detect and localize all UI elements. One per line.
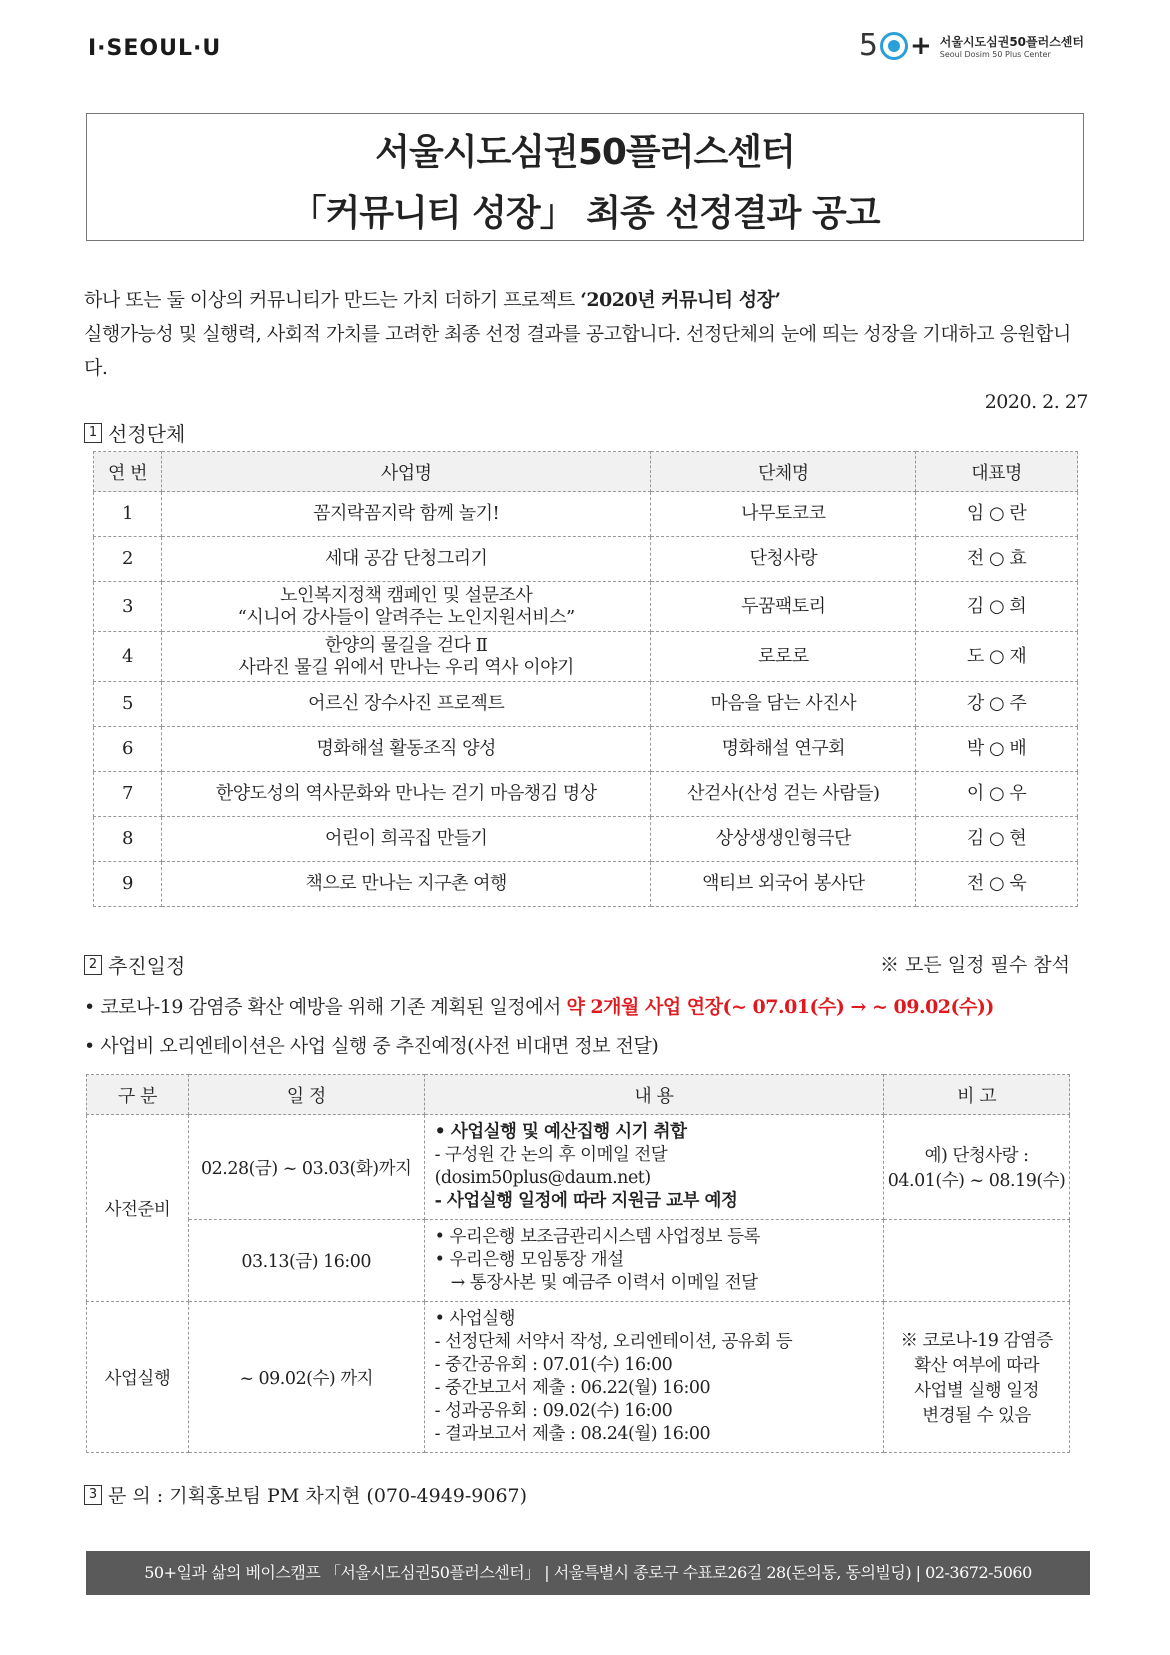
row-project: 한양도성의 역사문화와 만나는 걷기 마음챙김 명상 (162, 772, 651, 817)
header-no: 연 번 (94, 452, 162, 492)
exec-remark-line2: 확산 여부에 따라 (914, 1356, 1040, 1376)
header-schedule: 일 정 (188, 1075, 424, 1115)
row-project: 명화해설 활동조직 양성 (162, 727, 651, 772)
announcement-date: 2020. 2. 27 (984, 391, 1088, 413)
prep-content-2 (424, 1220, 884, 1302)
row-group: 마음을 담는 사진사 (651, 682, 916, 727)
prep-date-1: 02.28(금) ~ 03.03(화)까지 (188, 1115, 424, 1220)
row-group: 단청사랑 (651, 537, 916, 582)
row-rep: 강 ○ 주 (916, 682, 1078, 727)
center-logo (859, 28, 1084, 63)
section2-number: 2 (84, 955, 102, 975)
seoul-logo (88, 36, 221, 61)
row-project (162, 632, 651, 682)
prep-content-1 (424, 1115, 884, 1220)
row-group: 명화해설 연구회 (651, 727, 916, 772)
row-rep: 전 ○ 욱 (916, 862, 1078, 907)
row-group: 로로로 (651, 632, 916, 682)
row-rep: 전 ○ 효 (916, 537, 1078, 582)
bullet1-extension: 약 2개월 사업 연장(~ 07.01(수) → ~ 09.02(수)) (566, 996, 994, 1018)
title-line2: 「커뮤니티 성장」 최종 선정결과 공고 (290, 193, 880, 234)
prep-remark-2 (884, 1220, 1070, 1302)
prep1-line3: - 사업실행 일정에 따라 지원금 교부 예정 (434, 1191, 738, 1211)
section1-number: 1 (84, 423, 102, 443)
header-group: 단체명 (651, 452, 916, 492)
row-rep: 이 ○ 우 (916, 772, 1078, 817)
row-project: 책으로 만나는 지구촌 여행 (162, 862, 651, 907)
section2-title: 추진일정 (108, 954, 186, 978)
row-rep: 김 ○ 현 (916, 817, 1078, 862)
title-line1: 서울시도심권50플러스센터 (375, 132, 795, 173)
section1-heading (84, 418, 185, 447)
section1-title: 선정단체 (108, 422, 186, 446)
table-row (94, 772, 1078, 817)
row-rep: 김 ○ 희 (916, 582, 1078, 632)
table-header-row (94, 452, 1078, 492)
exec-remark-line1: ※ 코로나-19 감염증 (900, 1331, 1053, 1351)
exec-remark (884, 1302, 1070, 1453)
schedule-table (86, 1074, 1070, 1453)
intro-line2: 실행가능성 및 실행력, 사회적 가치를 고려한 최종 선정 결과를 공고합니다. 선정단체의 눈에 띄는 성장을 기대하고 응원합니다. (84, 323, 1071, 379)
prep1-line1: • 사업실행 및 예산집행 시기 취합 (434, 1122, 687, 1142)
contact-text: 문 의 : 기획홍보팀 PM 차지현 (070-4949-9067) (108, 1485, 528, 1507)
row-group: 액티브 외국어 봉사단 (651, 862, 916, 907)
exec-line1: • 사업실행 (434, 1309, 516, 1329)
prep1-remark-line1: 예) 단청사랑 : (924, 1146, 1029, 1166)
exec-line2: - 선정단체 서약서 작성, 오리엔테이션, 공유회 등 (434, 1332, 793, 1352)
row-project-line2: “시니어 강사들이 알려주는 노인지원서비스” (237, 606, 575, 628)
row-project: 어르신 장수사진 프로젝트 (162, 682, 651, 727)
title-box (86, 113, 1084, 241)
prep1-remark-line2: 04.01(수) ~ 08.19(수) (887, 1171, 1066, 1191)
header-content: 내 용 (424, 1075, 884, 1115)
row-no: 7 (94, 772, 162, 817)
prep1-line2: - 구성원 간 논의 후 이메일 전달(dosim50plus@daum.net) (434, 1145, 668, 1188)
row-no: 2 (94, 537, 162, 582)
intro-paragraph (84, 283, 1088, 419)
row-no: 9 (94, 862, 162, 907)
center-name-ko: 서울시도심권50플러스센터 (939, 34, 1084, 49)
table-row (94, 492, 1078, 537)
row-rep: 임 ○ 란 (916, 492, 1078, 537)
bullet1-text: • 코로나-19 감염증 확산 예방을 위해 기존 계획된 일정에서 (84, 996, 567, 1018)
table-row (87, 1302, 1070, 1453)
table-row (94, 582, 1078, 632)
row-no: 8 (94, 817, 162, 862)
exec-line5: - 성과공유회 : 09.02(수) 16:00 (434, 1401, 673, 1421)
table-header-row (87, 1075, 1070, 1115)
header-rep: 대표명 (916, 452, 1078, 492)
schedule-bullet-1 (84, 992, 994, 1019)
intro-line1-text: 하나 또는 둘 이상의 커뮤니티가 만드는 가치 더하기 프로젝트 (84, 289, 581, 311)
row-project-line1: 한양의 물길을 걷다 Ⅱ (324, 634, 488, 656)
prep2-line3: → 통장사본 및 예금주 이력서 이메일 전달 (450, 1273, 758, 1293)
exec-content (424, 1302, 884, 1453)
section2-heading (84, 950, 185, 979)
header-remark: 비 고 (884, 1075, 1070, 1115)
table-row (94, 727, 1078, 772)
table-row (87, 1220, 1070, 1302)
prep2-line2: • 우리은행 모임통장 개설 (434, 1250, 624, 1270)
table-row (94, 682, 1078, 727)
table-row (94, 632, 1078, 682)
row-no: 4 (94, 632, 162, 682)
attendance-note: ※ 모든 일정 필수 참석 (880, 954, 1070, 976)
row-no: 1 (94, 492, 162, 537)
exec-date: ~ 09.02(수) 까지 (188, 1302, 424, 1453)
header-project: 사업명 (162, 452, 651, 492)
table-row (94, 817, 1078, 862)
row-group: 산걷사(산성 걷는 사람들) (651, 772, 916, 817)
row-no: 6 (94, 727, 162, 772)
row-project: 세대 공감 단청그리기 (162, 537, 651, 582)
row-no: 3 (94, 582, 162, 632)
row-project-line2: 사라진 물길 위에서 만나는 우리 역사 이야기 (238, 656, 574, 678)
row-group: 두꿈팩토리 (651, 582, 916, 632)
selected-groups-table (93, 451, 1078, 907)
center-name-en: Seoul Dosim 50 Plus Center (939, 49, 1051, 59)
footer-bar: 50+일과 삶의 베이스캠프 「서울시도심권50플러스센터」 | 서울특별시 종로구 수표로26길 28(돈의동, 동의빌딩) | 02-3672-5060 (86, 1551, 1090, 1595)
exec-remark-line4: 변경될 수 있음 (922, 1406, 1031, 1426)
row-no: 5 (94, 682, 162, 727)
category-exec: 사업실행 (87, 1302, 189, 1453)
prep-remark-1 (884, 1115, 1070, 1220)
schedule-bullet-2: • 사업비 오리엔테이션은 사업 실행 중 추진예정(사전 비대면 정보 전달) (84, 1035, 659, 1057)
exec-line4: - 중간보고서 제출 : 06.22(월) 16:00 (434, 1378, 711, 1398)
fifty-plus-mark-icon: 5 + (858, 28, 932, 63)
row-project: 꼼지락꼼지락 함께 놀기! (162, 492, 651, 537)
table-row (94, 862, 1078, 907)
section3-number: 3 (84, 1485, 102, 1505)
row-project (162, 582, 651, 632)
table-row (94, 537, 1078, 582)
row-rep: 도 ○ 재 (916, 632, 1078, 682)
prep-date-2: 03.13(금) 16:00 (188, 1220, 424, 1302)
exec-line6: - 결과보고서 제출 : 08.24(월) 16:00 (434, 1424, 711, 1444)
row-rep: 박 ○ 배 (916, 727, 1078, 772)
contact-info (84, 1481, 527, 1508)
exec-remark-line3: 사업별 실행 일정 (914, 1381, 1040, 1401)
header-category: 구 분 (87, 1075, 189, 1115)
category-prep: 사전준비 (87, 1115, 189, 1302)
row-project-line1: 노인복지정책 캠페인 및 설문조사 (280, 584, 533, 606)
prep2-line1: • 우리은행 보조금관리시스템 사업정보 등록 (434, 1227, 760, 1247)
table-row (87, 1115, 1070, 1220)
intro-line1-bold: ‘2020년 커뮤니티 성장’ (580, 289, 781, 311)
seoul-logo-text: I·SEOUL·U (88, 36, 222, 61)
row-group: 상상생생인형극단 (651, 817, 916, 862)
row-project: 어린이 희곡집 만들기 (162, 817, 651, 862)
row-group: 나무토코코 (651, 492, 916, 537)
exec-line3: - 중간공유회 : 07.01(수) 16:00 (434, 1355, 673, 1375)
